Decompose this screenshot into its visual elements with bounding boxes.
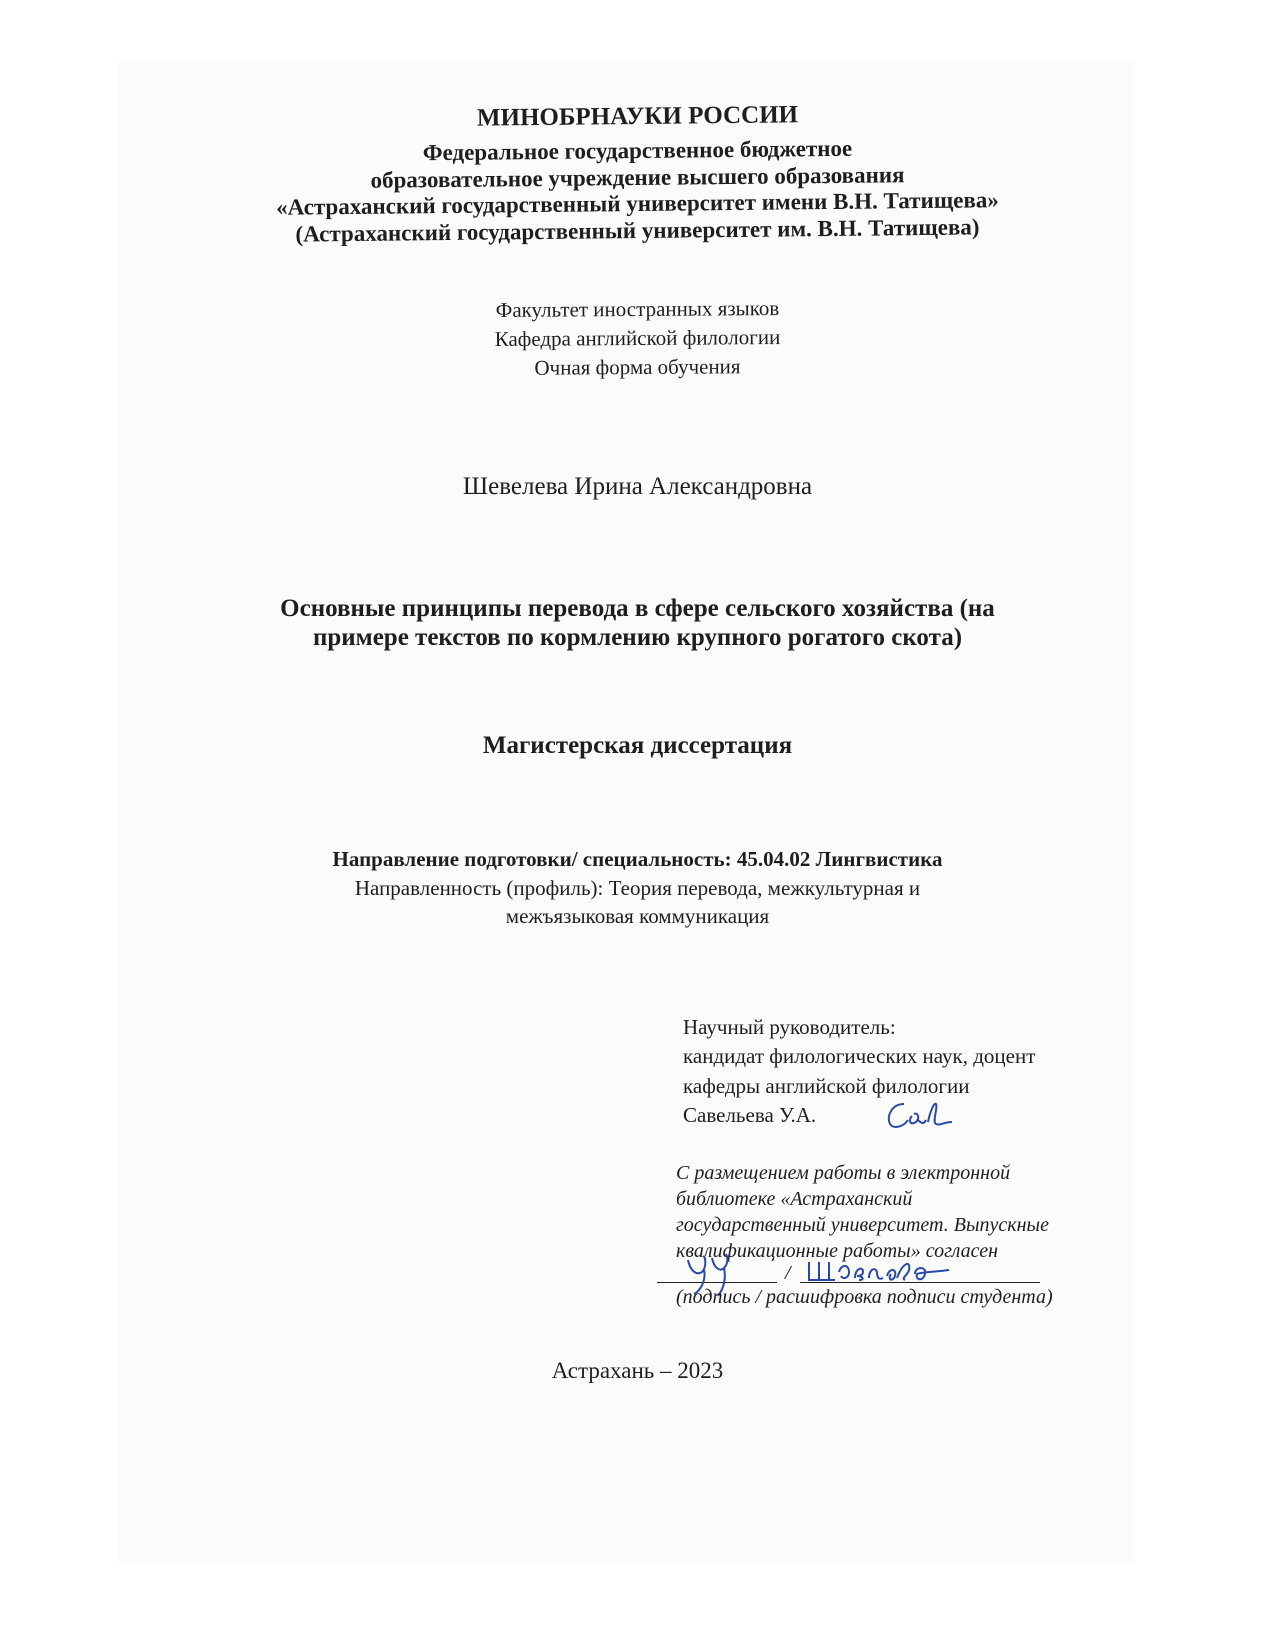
document-page — [118, 62, 1133, 1562]
consent-line-2: библиотеке «Астраханский — [676, 1188, 913, 1210]
specialty-line — [0, 847, 1275, 872]
specialty-label: Направление подготовки/ специальность — [332, 847, 725, 871]
profile-line-1: Направленность (профиль): Теория перевода, межкультурная и — [354, 876, 921, 900]
profile-line-2: межъязыковая коммуникация — [505, 904, 770, 928]
supervisor-title-line-1: кандидат филологических наук, доцент — [683, 1044, 1036, 1068]
thesis-title-line-2: примере текстов по кормлению крупного рогатого скота) — [312, 624, 963, 651]
organization-line-2: образовательное учреждение высшего образования — [370, 162, 905, 193]
city-year: Астрахань – 2023 — [551, 1358, 724, 1383]
faculty-name: Факультет иностранных языков — [495, 296, 780, 322]
organization-line-4: (Астраханский государственный университет им. В.Н. Татищева) — [295, 214, 980, 247]
supervisor-name: Савельева У.А. — [683, 1103, 817, 1127]
supervisor-label: Научный руководитель: — [683, 1015, 896, 1039]
specialty-value: : 45.04.02 Лингвистика — [724, 847, 943, 871]
student-name-handwriting-icon — [805, 1254, 955, 1288]
study-form: Очная форма обучения — [534, 354, 741, 380]
author-name: Шевелева Ирина Александровна — [462, 473, 813, 500]
consent-line-3: государственный университет. Выпускные — [676, 1214, 1049, 1236]
department-name: Кафедра английской филологии — [494, 325, 781, 351]
consent-line-1: С размещением работы в электронной — [676, 1162, 1011, 1184]
signature-caption: (подпись / расшифровка подписи студента) — [676, 1286, 1053, 1308]
supervisor-title-line-2: кафедры английской филологии — [683, 1074, 970, 1098]
signature-slash: / — [785, 1262, 791, 1284]
organization-line-3: «Астраханский государственный университет имени В.Н. Татищева» — [276, 187, 999, 220]
thesis-type: Магистерская диссертация — [482, 732, 793, 759]
supervisor-signature-icon — [882, 1098, 962, 1134]
consent-line-4: квалификационные работы» согласен — [676, 1240, 999, 1262]
organization-line-1: Федеральное государственное бюджетное — [422, 135, 853, 166]
ministry-heading: МИНОБРНАУКИ РОССИИ — [476, 101, 799, 132]
thesis-title-line-1: Основные принципы перевода в сфере сельского хозяйства (на — [280, 595, 995, 622]
